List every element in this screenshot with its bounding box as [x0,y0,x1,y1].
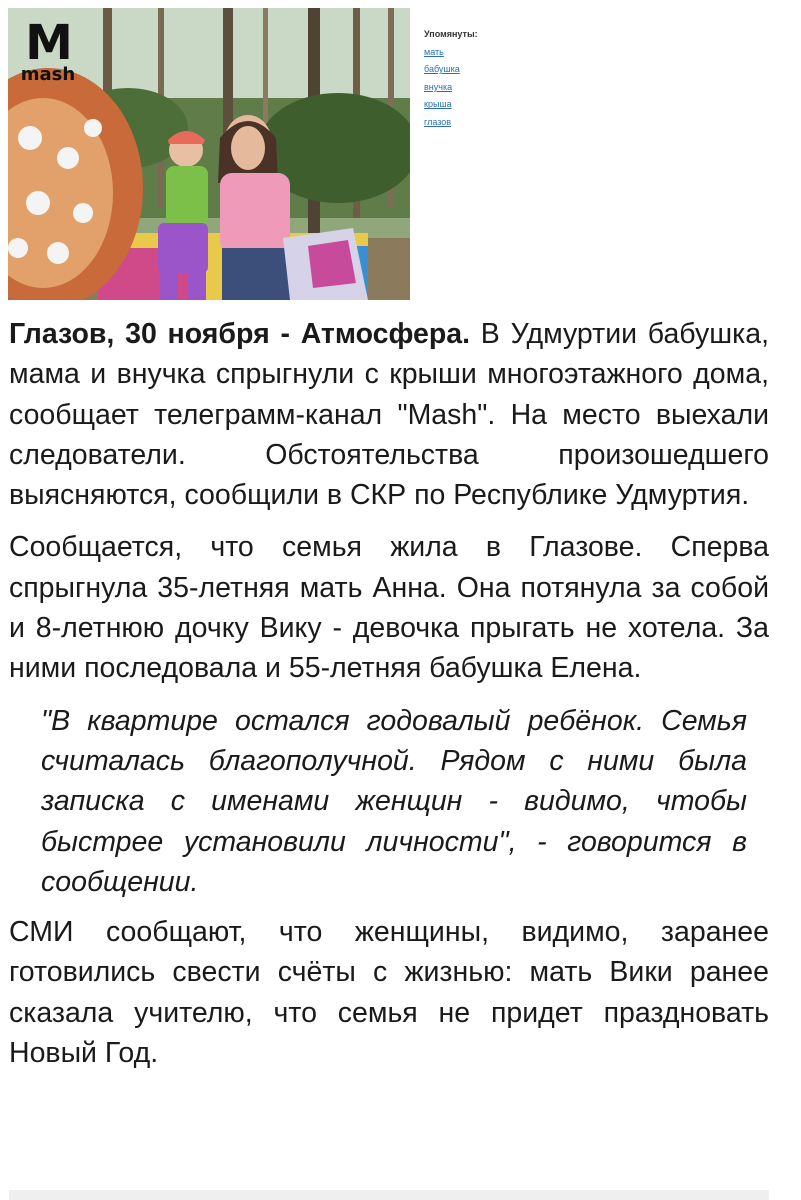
mention-link-roof[interactable]: крыша [424,99,452,110]
mention-link-granddaughter[interactable]: внучка [424,81,453,92]
article-body [9,314,769,1085]
mash-logo-text: mash [20,64,76,85]
mention-link-glazov[interactable]: глазов [424,116,452,127]
mash-logo [14,15,82,85]
mention-link-grandmother[interactable]: бабушка [424,64,460,75]
article-paragraph: Сообщается, что семья жила в Глазове. Сперва спрыгнула 35-летняя мать Анна. Она потянула за собой и 8-летнюю дочку Вику - девочка прыгать не хотела. За ними последовала и 55-летняя бабушка Елена. [9,531,769,685]
lead-text: В Удмуртии бабушка, мама и внучка спрыгнули с крыши многоэтажного дома, сообщает телеграмм-канал "Mash". На место выехали следователи. Обстоятельства произошедшего выясняются, сообщили в СКР по Республике Удмуртия. [9,318,769,512]
mentions-block [424,26,624,132]
mention-link-mother[interactable]: мать [424,46,444,57]
article-quote: "В квартире остался годовалый ребёнок. Семья считалась благополучной. Рядом с ними была записка с именами женщин - видимо, чтобы быстрее установили личности", - говорится в сообщении. [41,704,747,898]
mentions-title: Упомянуты: [424,29,478,39]
bottom-divider [9,1190,769,1200]
mash-logo-letter: M [25,15,71,71]
article-photo [8,8,410,300]
article-paragraph: СМИ сообщают, что женщины, видимо, заранее готовились свести счёты с жизнью: мать Вики ранее сказала учителю, что семья не придет праздновать Новый Год. [9,916,769,1070]
lead-paragraph [9,314,769,515]
lead-dateline: Глазов, 30 ноября - Атмосфера. [9,318,471,350]
